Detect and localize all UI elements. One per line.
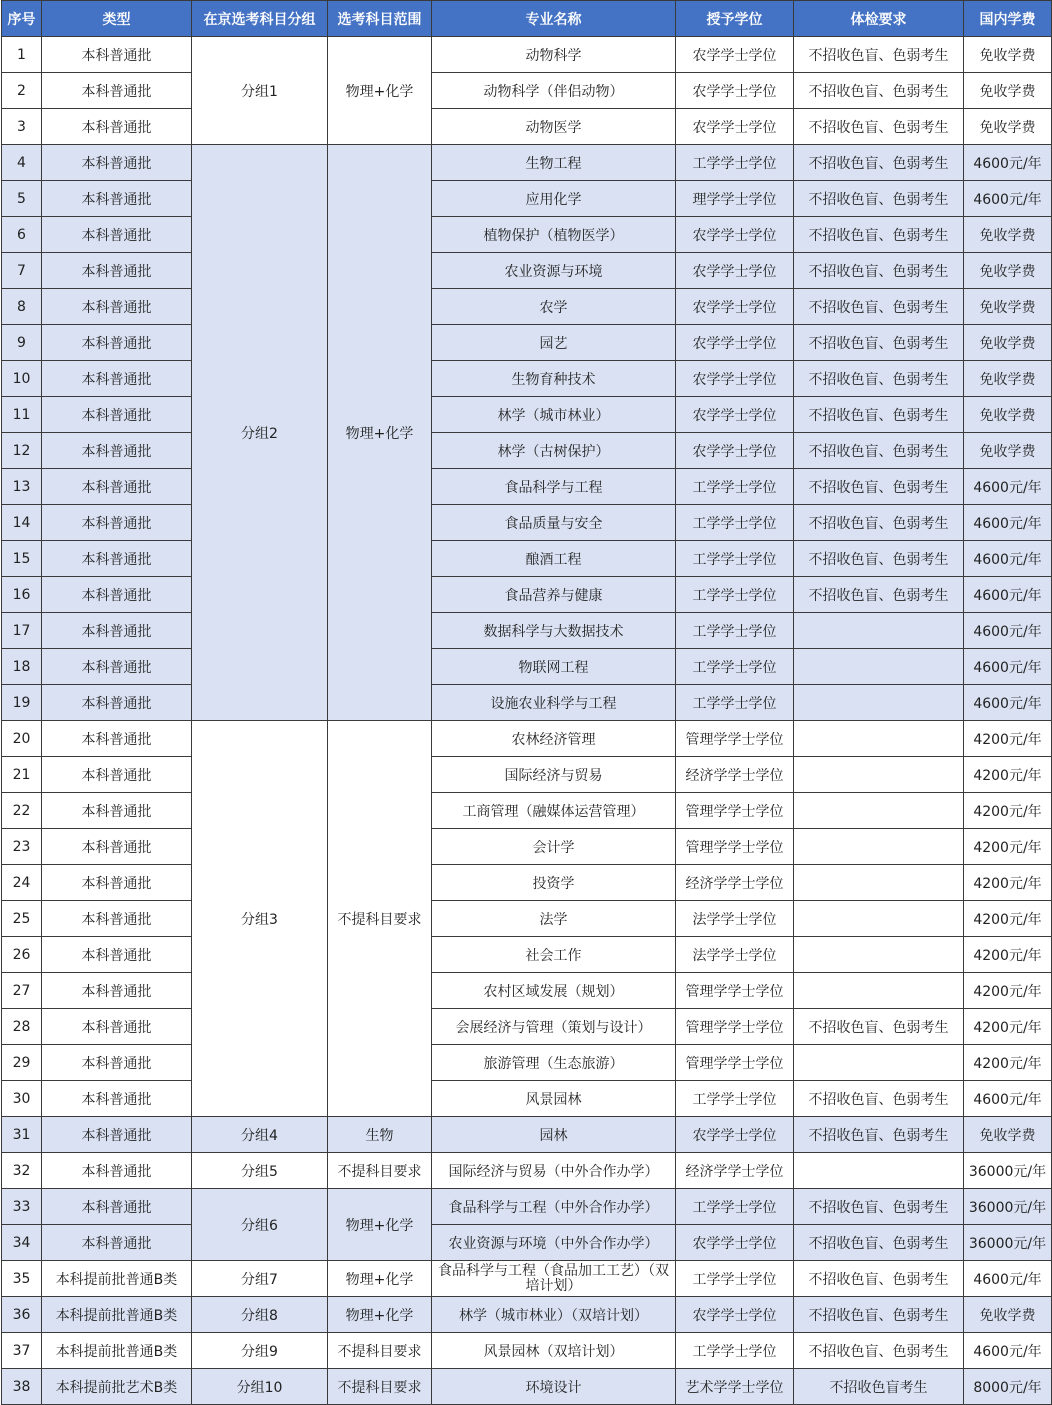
row-health: 不招收色盲、色弱考生 bbox=[794, 109, 964, 145]
table-row bbox=[2, 505, 1052, 541]
row-major: 农村区域发展（规划） bbox=[432, 973, 676, 1009]
row-degree: 工学学士学位 bbox=[676, 685, 794, 721]
row-degree: 管理学学士学位 bbox=[676, 1045, 794, 1081]
subject-range: 不提科目要求 bbox=[328, 721, 432, 1117]
row-major: 园艺 bbox=[432, 325, 676, 361]
row-index: 24 bbox=[2, 865, 42, 901]
row-health: 不招收色盲、色弱考生 bbox=[794, 1009, 964, 1045]
row-health bbox=[794, 973, 964, 1009]
header-subject-range: 选考科目范围 bbox=[328, 1, 432, 37]
table-row bbox=[2, 865, 1052, 901]
row-health: 不招收色盲、色弱考生 bbox=[794, 361, 964, 397]
row-health: 不招收色盲、色弱考生 bbox=[794, 289, 964, 325]
row-tuition: 4600元/年 bbox=[964, 613, 1052, 649]
row-type: 本科普通批 bbox=[42, 73, 192, 109]
row-index: 38 bbox=[2, 1369, 42, 1405]
row-health bbox=[794, 757, 964, 793]
row-index: 9 bbox=[2, 325, 42, 361]
row-index: 29 bbox=[2, 1045, 42, 1081]
row-major: 动物科学（伴侣动物） bbox=[432, 73, 676, 109]
row-type: 本科提前批普通B类 bbox=[42, 1261, 192, 1297]
row-type: 本科提前批艺术B类 bbox=[42, 1369, 192, 1405]
row-type: 本科普通批 bbox=[42, 793, 192, 829]
row-tuition: 免收学费 bbox=[964, 397, 1052, 433]
table-row bbox=[2, 541, 1052, 577]
row-type: 本科普通批 bbox=[42, 577, 192, 613]
row-major: 法学 bbox=[432, 901, 676, 937]
row-index: 26 bbox=[2, 937, 42, 973]
row-degree: 工学学士学位 bbox=[676, 649, 794, 685]
row-type: 本科普通批 bbox=[42, 829, 192, 865]
table-row bbox=[2, 829, 1052, 865]
row-tuition: 4200元/年 bbox=[964, 793, 1052, 829]
row-type: 本科普通批 bbox=[42, 541, 192, 577]
row-index: 19 bbox=[2, 685, 42, 721]
row-degree: 理学学士学位 bbox=[676, 181, 794, 217]
header-group: 在京选考科目分组 bbox=[192, 1, 328, 37]
row-type: 本科普通批 bbox=[42, 325, 192, 361]
row-degree: 工学学士学位 bbox=[676, 541, 794, 577]
header-major: 专业名称 bbox=[432, 1, 676, 37]
row-index: 14 bbox=[2, 505, 42, 541]
row-health: 不招收色盲、色弱考生 bbox=[794, 1297, 964, 1333]
table-row bbox=[2, 1297, 1052, 1333]
row-tuition: 免收学费 bbox=[964, 109, 1052, 145]
table-row bbox=[2, 685, 1052, 721]
row-index: 33 bbox=[2, 1189, 42, 1225]
subject-range: 生物 bbox=[328, 1117, 432, 1153]
table-row bbox=[2, 1261, 1052, 1297]
row-tuition: 4200元/年 bbox=[964, 721, 1052, 757]
row-health: 不招收色盲、色弱考生 bbox=[794, 1261, 964, 1297]
row-degree: 管理学学士学位 bbox=[676, 829, 794, 865]
row-health bbox=[794, 685, 964, 721]
row-major: 会展经济与管理（策划与设计） bbox=[432, 1009, 676, 1045]
row-major: 社会工作 bbox=[432, 937, 676, 973]
row-health bbox=[794, 829, 964, 865]
row-tuition: 4600元/年 bbox=[964, 1261, 1052, 1297]
row-index: 8 bbox=[2, 289, 42, 325]
row-major: 环境设计 bbox=[432, 1369, 676, 1405]
row-type: 本科普通批 bbox=[42, 721, 192, 757]
group-name: 分组1 bbox=[192, 37, 328, 145]
row-degree: 经济学学士学位 bbox=[676, 1153, 794, 1189]
row-degree: 工学学士学位 bbox=[676, 1081, 794, 1117]
subject-range: 不提科目要求 bbox=[328, 1369, 432, 1405]
row-degree: 工学学士学位 bbox=[676, 145, 794, 181]
table-row bbox=[2, 109, 1052, 145]
group-name: 分组7 bbox=[192, 1261, 328, 1297]
row-tuition: 4200元/年 bbox=[964, 829, 1052, 865]
row-tuition: 4200元/年 bbox=[964, 865, 1052, 901]
row-tuition: 免收学费 bbox=[964, 1297, 1052, 1333]
row-major: 国际经济与贸易 bbox=[432, 757, 676, 793]
row-tuition: 4600元/年 bbox=[964, 685, 1052, 721]
header-row bbox=[2, 1, 1052, 37]
row-degree: 农学学士学位 bbox=[676, 1225, 794, 1261]
row-major: 投资学 bbox=[432, 865, 676, 901]
row-health: 不招收色盲、色弱考生 bbox=[794, 1333, 964, 1369]
row-health bbox=[794, 721, 964, 757]
subject-range: 物理+化学 bbox=[328, 145, 432, 721]
row-degree: 工学学士学位 bbox=[676, 1189, 794, 1225]
row-type: 本科普通批 bbox=[42, 1081, 192, 1117]
subject-range: 物理+化学 bbox=[328, 1297, 432, 1333]
row-major: 生物工程 bbox=[432, 145, 676, 181]
row-major: 酿酒工程 bbox=[432, 541, 676, 577]
row-type: 本科普通批 bbox=[42, 757, 192, 793]
table-row bbox=[2, 217, 1052, 253]
header-tuition: 国内学费 bbox=[964, 1, 1052, 37]
row-major: 农林经济管理 bbox=[432, 721, 676, 757]
row-tuition: 免收学费 bbox=[964, 73, 1052, 109]
row-type: 本科普通批 bbox=[42, 217, 192, 253]
row-type: 本科提前批普通B类 bbox=[42, 1297, 192, 1333]
row-health bbox=[794, 901, 964, 937]
row-degree: 农学学士学位 bbox=[676, 37, 794, 73]
row-degree: 法学学士学位 bbox=[676, 937, 794, 973]
table-row bbox=[2, 361, 1052, 397]
row-health: 不招收色盲、色弱考生 bbox=[794, 469, 964, 505]
group-name: 分组8 bbox=[192, 1297, 328, 1333]
row-major: 生物育种技术 bbox=[432, 361, 676, 397]
row-degree: 工学学士学位 bbox=[676, 1261, 794, 1297]
table-row bbox=[2, 649, 1052, 685]
row-health: 不招收色盲、色弱考生 bbox=[794, 37, 964, 73]
subject-range: 物理+化学 bbox=[328, 1261, 432, 1297]
row-tuition: 36000元/年 bbox=[964, 1153, 1052, 1189]
row-major: 食品科学与工程（食品加工工艺）（双培计划） bbox=[432, 1261, 676, 1297]
row-tuition: 免收学费 bbox=[964, 289, 1052, 325]
row-major: 会计学 bbox=[432, 829, 676, 865]
row-tuition: 免收学费 bbox=[964, 217, 1052, 253]
row-index: 2 bbox=[2, 73, 42, 109]
row-index: 6 bbox=[2, 217, 42, 253]
row-major: 设施农业科学与工程 bbox=[432, 685, 676, 721]
row-major: 风景园林（双培计划） bbox=[432, 1333, 676, 1369]
group-name: 分组9 bbox=[192, 1333, 328, 1369]
row-health: 不招收色盲、色弱考生 bbox=[794, 325, 964, 361]
row-tuition: 4200元/年 bbox=[964, 1045, 1052, 1081]
row-type: 本科普通批 bbox=[42, 109, 192, 145]
row-major: 应用化学 bbox=[432, 181, 676, 217]
row-major: 食品科学与工程（中外合作办学） bbox=[432, 1189, 676, 1225]
table-row bbox=[2, 937, 1052, 973]
header-type: 类型 bbox=[42, 1, 192, 37]
table-row bbox=[2, 397, 1052, 433]
table-row bbox=[2, 1081, 1052, 1117]
row-health: 不招收色盲、色弱考生 bbox=[794, 73, 964, 109]
row-health bbox=[794, 649, 964, 685]
row-health bbox=[794, 613, 964, 649]
row-index: 37 bbox=[2, 1333, 42, 1369]
row-degree: 农学学士学位 bbox=[676, 433, 794, 469]
table-row bbox=[2, 469, 1052, 505]
row-type: 本科普通批 bbox=[42, 433, 192, 469]
row-index: 12 bbox=[2, 433, 42, 469]
row-degree: 管理学学士学位 bbox=[676, 973, 794, 1009]
row-index: 36 bbox=[2, 1297, 42, 1333]
row-health: 不招收色盲、色弱考生 bbox=[794, 145, 964, 181]
table-row bbox=[2, 973, 1052, 1009]
table-row bbox=[2, 73, 1052, 109]
row-degree: 法学学士学位 bbox=[676, 901, 794, 937]
row-degree: 工学学士学位 bbox=[676, 505, 794, 541]
header-degree: 授予学位 bbox=[676, 1, 794, 37]
row-type: 本科普通批 bbox=[42, 613, 192, 649]
row-degree: 工学学士学位 bbox=[676, 577, 794, 613]
table-row bbox=[2, 1153, 1052, 1189]
group-name: 分组10 bbox=[192, 1369, 328, 1405]
row-index: 4 bbox=[2, 145, 42, 181]
row-index: 16 bbox=[2, 577, 42, 613]
row-type: 本科普通批 bbox=[42, 937, 192, 973]
row-index: 27 bbox=[2, 973, 42, 1009]
row-degree: 经济学学士学位 bbox=[676, 865, 794, 901]
row-degree: 农学学士学位 bbox=[676, 253, 794, 289]
row-tuition: 8000元/年 bbox=[964, 1369, 1052, 1405]
table-row bbox=[2, 757, 1052, 793]
row-tuition: 4600元/年 bbox=[964, 649, 1052, 685]
row-major: 园林 bbox=[432, 1117, 676, 1153]
table-row bbox=[2, 1117, 1052, 1153]
table-row bbox=[2, 37, 1052, 73]
row-health: 不招收色盲、色弱考生 bbox=[794, 1189, 964, 1225]
row-major: 动物医学 bbox=[432, 109, 676, 145]
row-tuition: 4200元/年 bbox=[964, 901, 1052, 937]
row-degree: 农学学士学位 bbox=[676, 397, 794, 433]
row-type: 本科普通批 bbox=[42, 469, 192, 505]
row-index: 10 bbox=[2, 361, 42, 397]
row-major: 农业资源与环境 bbox=[432, 253, 676, 289]
row-index: 22 bbox=[2, 793, 42, 829]
row-major: 食品营养与健康 bbox=[432, 577, 676, 613]
header-index: 序号 bbox=[2, 1, 42, 37]
row-type: 本科普通批 bbox=[42, 361, 192, 397]
row-tuition: 4600元/年 bbox=[964, 505, 1052, 541]
row-degree: 农学学士学位 bbox=[676, 361, 794, 397]
row-health: 不招收色盲、色弱考生 bbox=[794, 397, 964, 433]
table-row bbox=[2, 253, 1052, 289]
row-major: 国际经济与贸易（中外合作办学） bbox=[432, 1153, 676, 1189]
table-row bbox=[2, 793, 1052, 829]
row-type: 本科普通批 bbox=[42, 685, 192, 721]
row-degree: 农学学士学位 bbox=[676, 325, 794, 361]
row-type: 本科普通批 bbox=[42, 505, 192, 541]
table-row bbox=[2, 1369, 1052, 1405]
row-index: 21 bbox=[2, 757, 42, 793]
row-index: 20 bbox=[2, 721, 42, 757]
table-row bbox=[2, 1225, 1052, 1261]
row-type: 本科普通批 bbox=[42, 253, 192, 289]
row-type: 本科普通批 bbox=[42, 1225, 192, 1261]
row-degree: 工学学士学位 bbox=[676, 1333, 794, 1369]
row-health bbox=[794, 1153, 964, 1189]
row-health bbox=[794, 1045, 964, 1081]
row-degree: 管理学学士学位 bbox=[676, 1009, 794, 1045]
row-index: 17 bbox=[2, 613, 42, 649]
row-health: 不招收色盲、色弱考生 bbox=[794, 505, 964, 541]
row-degree: 艺术学学士学位 bbox=[676, 1369, 794, 1405]
row-index: 23 bbox=[2, 829, 42, 865]
row-tuition: 4600元/年 bbox=[964, 1081, 1052, 1117]
table-row bbox=[2, 289, 1052, 325]
table-row bbox=[2, 325, 1052, 361]
group-name: 分组2 bbox=[192, 145, 328, 721]
row-tuition: 4600元/年 bbox=[964, 145, 1052, 181]
row-index: 32 bbox=[2, 1153, 42, 1189]
subject-range: 不提科目要求 bbox=[328, 1153, 432, 1189]
table-row bbox=[2, 181, 1052, 217]
row-type: 本科普通批 bbox=[42, 973, 192, 1009]
row-index: 18 bbox=[2, 649, 42, 685]
row-tuition: 4600元/年 bbox=[964, 469, 1052, 505]
table-row bbox=[2, 901, 1052, 937]
row-major: 农学 bbox=[432, 289, 676, 325]
row-index: 3 bbox=[2, 109, 42, 145]
row-major: 林学（城市林业）（双培计划） bbox=[432, 1297, 676, 1333]
row-type: 本科普通批 bbox=[42, 901, 192, 937]
row-health: 不招收色盲、色弱考生 bbox=[794, 433, 964, 469]
row-health bbox=[794, 865, 964, 901]
row-tuition: 免收学费 bbox=[964, 1117, 1052, 1153]
row-health: 不招收色盲、色弱考生 bbox=[794, 577, 964, 613]
row-type: 本科普通批 bbox=[42, 1117, 192, 1153]
table-row bbox=[2, 1045, 1052, 1081]
row-major: 动物科学 bbox=[432, 37, 676, 73]
row-degree: 农学学士学位 bbox=[676, 1117, 794, 1153]
row-tuition: 免收学费 bbox=[964, 253, 1052, 289]
group-name: 分组5 bbox=[192, 1153, 328, 1189]
row-index: 35 bbox=[2, 1261, 42, 1297]
row-major: 林学（城市林业） bbox=[432, 397, 676, 433]
row-major: 食品科学与工程 bbox=[432, 469, 676, 505]
group-name: 分组4 bbox=[192, 1117, 328, 1153]
row-degree: 管理学学士学位 bbox=[676, 793, 794, 829]
admission-table bbox=[1, 0, 1052, 1405]
row-type: 本科普通批 bbox=[42, 865, 192, 901]
subject-range: 物理+化学 bbox=[328, 37, 432, 145]
row-tuition: 免收学费 bbox=[964, 325, 1052, 361]
row-tuition: 4600元/年 bbox=[964, 1333, 1052, 1369]
row-tuition: 4200元/年 bbox=[964, 1009, 1052, 1045]
row-degree: 农学学士学位 bbox=[676, 73, 794, 109]
row-health: 不招收色盲考生 bbox=[794, 1369, 964, 1405]
subject-range: 不提科目要求 bbox=[328, 1333, 432, 1369]
row-tuition: 4200元/年 bbox=[964, 973, 1052, 1009]
row-type: 本科普通批 bbox=[42, 1045, 192, 1081]
row-major: 农业资源与环境（中外合作办学） bbox=[432, 1225, 676, 1261]
table-row bbox=[2, 721, 1052, 757]
row-type: 本科普通批 bbox=[42, 1009, 192, 1045]
row-major: 工商管理（融媒体运营管理） bbox=[432, 793, 676, 829]
row-degree: 农学学士学位 bbox=[676, 109, 794, 145]
row-tuition: 4600元/年 bbox=[964, 577, 1052, 613]
row-tuition: 免收学费 bbox=[964, 361, 1052, 397]
row-type: 本科普通批 bbox=[42, 649, 192, 685]
row-health bbox=[794, 793, 964, 829]
row-index: 30 bbox=[2, 1081, 42, 1117]
row-degree: 农学学士学位 bbox=[676, 289, 794, 325]
row-index: 11 bbox=[2, 397, 42, 433]
table-row bbox=[2, 145, 1052, 181]
row-tuition: 4600元/年 bbox=[964, 541, 1052, 577]
row-health: 不招收色盲、色弱考生 bbox=[794, 217, 964, 253]
row-type: 本科普通批 bbox=[42, 1153, 192, 1189]
row-index: 13 bbox=[2, 469, 42, 505]
row-type: 本科普通批 bbox=[42, 145, 192, 181]
row-index: 28 bbox=[2, 1009, 42, 1045]
row-type: 本科普通批 bbox=[42, 397, 192, 433]
table-row bbox=[2, 613, 1052, 649]
row-major: 风景园林 bbox=[432, 1081, 676, 1117]
row-major: 林学（古树保护） bbox=[432, 433, 676, 469]
table-body bbox=[2, 37, 1052, 1405]
row-tuition: 4200元/年 bbox=[964, 937, 1052, 973]
row-type: 本科普通批 bbox=[42, 37, 192, 73]
row-major: 物联网工程 bbox=[432, 649, 676, 685]
row-health: 不招收色盲、色弱考生 bbox=[794, 181, 964, 217]
row-degree: 经济学学士学位 bbox=[676, 757, 794, 793]
row-tuition: 免收学费 bbox=[964, 37, 1052, 73]
row-index: 34 bbox=[2, 1225, 42, 1261]
row-index: 31 bbox=[2, 1117, 42, 1153]
table-row bbox=[2, 1189, 1052, 1225]
row-degree: 管理学学士学位 bbox=[676, 721, 794, 757]
row-health: 不招收色盲、色弱考生 bbox=[794, 253, 964, 289]
row-health bbox=[794, 937, 964, 973]
row-type: 本科普通批 bbox=[42, 181, 192, 217]
row-index: 7 bbox=[2, 253, 42, 289]
row-tuition: 36000元/年 bbox=[964, 1225, 1052, 1261]
group-name: 分组6 bbox=[192, 1189, 328, 1261]
row-health: 不招收色盲、色弱考生 bbox=[794, 541, 964, 577]
row-health: 不招收色盲、色弱考生 bbox=[794, 1225, 964, 1261]
row-health: 不招收色盲、色弱考生 bbox=[794, 1081, 964, 1117]
row-degree: 工学学士学位 bbox=[676, 469, 794, 505]
row-index: 25 bbox=[2, 901, 42, 937]
row-type: 本科普通批 bbox=[42, 1189, 192, 1225]
header-health: 体检要求 bbox=[794, 1, 964, 37]
row-index: 15 bbox=[2, 541, 42, 577]
row-index: 5 bbox=[2, 181, 42, 217]
row-tuition: 36000元/年 bbox=[964, 1189, 1052, 1225]
row-tuition: 4600元/年 bbox=[964, 181, 1052, 217]
row-degree: 农学学士学位 bbox=[676, 1297, 794, 1333]
table-row bbox=[2, 1333, 1052, 1369]
table-row bbox=[2, 433, 1052, 469]
subject-range: 物理+化学 bbox=[328, 1189, 432, 1261]
table-row bbox=[2, 577, 1052, 613]
group-name: 分组3 bbox=[192, 721, 328, 1117]
row-tuition: 免收学费 bbox=[964, 433, 1052, 469]
row-health: 不招收色盲、色弱考生 bbox=[794, 1117, 964, 1153]
row-type: 本科普通批 bbox=[42, 289, 192, 325]
row-major: 食品质量与安全 bbox=[432, 505, 676, 541]
row-degree: 工学学士学位 bbox=[676, 613, 794, 649]
row-type: 本科提前批普通B类 bbox=[42, 1333, 192, 1369]
row-major: 植物保护（植物医学） bbox=[432, 217, 676, 253]
row-tuition: 4200元/年 bbox=[964, 757, 1052, 793]
table-row bbox=[2, 1009, 1052, 1045]
row-major: 旅游管理（生态旅游） bbox=[432, 1045, 676, 1081]
row-index: 1 bbox=[2, 37, 42, 73]
row-major: 数据科学与大数据技术 bbox=[432, 613, 676, 649]
row-degree: 农学学士学位 bbox=[676, 217, 794, 253]
